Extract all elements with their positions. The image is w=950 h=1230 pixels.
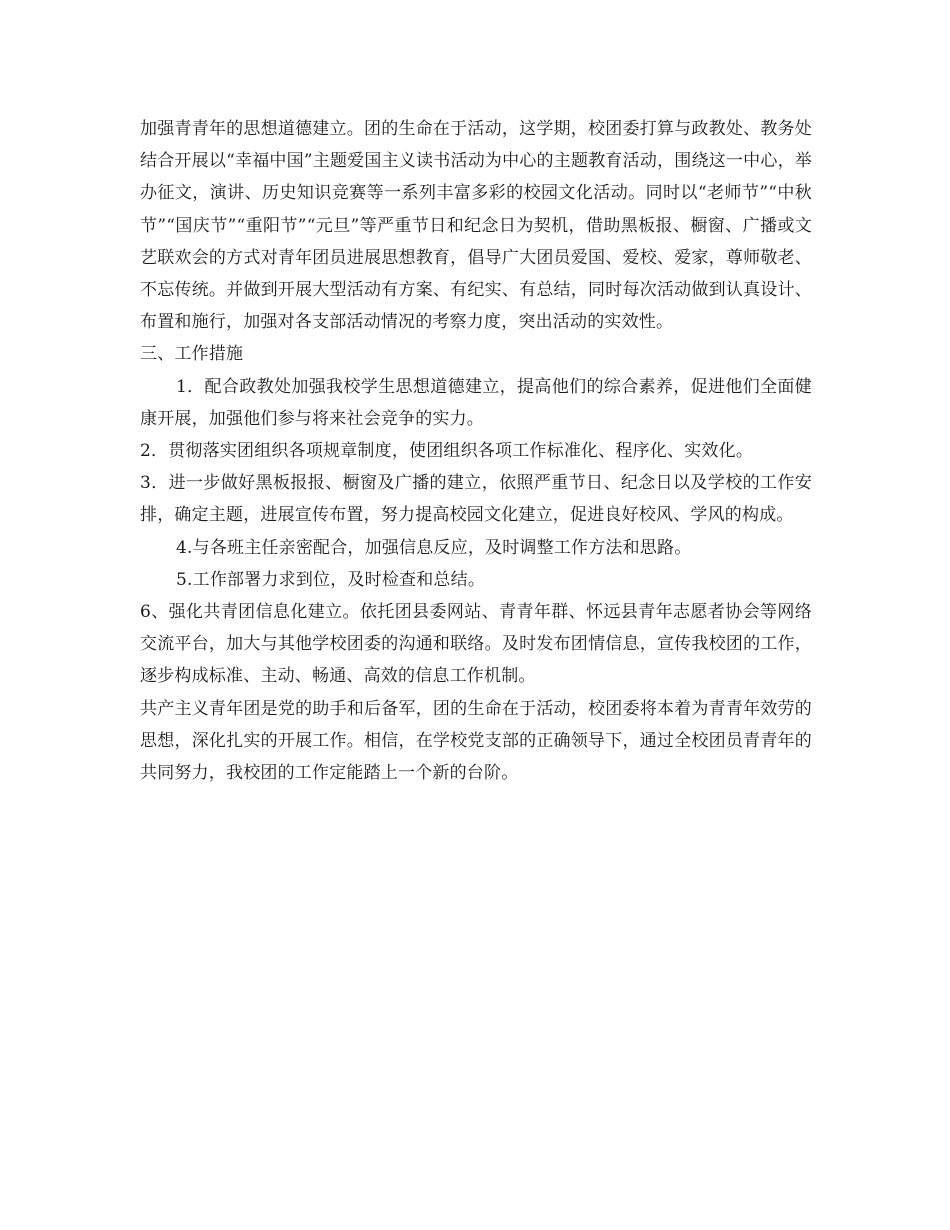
paragraph-activities: 加强青青年的思想道德建立。团的生命在于活动，这学期，校团委打算与政教处、教务处结合开展以“幸福中国”主题爱国主义读书活动为中心的主题教育活动，围绕这一中心，举办征文，演讲、历史知识竞赛等一系列丰富多彩的校园文化活动。同时以“老师节”“中秋节”“国庆节”“重阳节”“元旦”等严重节日和纪念日为契机，借助黑板报、橱窗、广播或文艺联欢会的方式对青年团员进展思想教育，倡导广大团员爱国、爱校、爱家，尊师敬老、不忘传统。并做到开展大型活动有方案、有纪实、有总结，同时每次活动做到认真设计、布置和施行，加强对各支部活动情况的考察力度，突出活动的实效性。 [140,119,812,333]
measure-item-5: 5.工作部署力求到位，及时检查和总结。 [176,569,486,590]
measure-item-4: 4.与各班主任亲密配合，加强信息反应，及时调整工作方法和思路。 [176,537,692,558]
document-body [140,113,812,789]
measure-item-3: 3．进一步做好黑板报报、橱窗及广播的建立，依照严重节日、纪念日以及学校的工作安排，确定主题，进展宣传布置，努力提高校园文化建立，促进良好校风、学风的构成。 [140,473,812,526]
paragraph-conclusion: 共产主义青年团是党的助手和后备军，团的生命在于活动，校团委将本着为青青年效劳的思想，深化扎实的开展工作。相信，在学校党支部的正确领导下，通过全校团员青青年的共同努力，我校团的工作定能踏上一个新的台阶。 [140,698,812,784]
measure-item-6: 6、强化共青团信息化建立。依托团县委网站、青青年群、怀远县青年志愿者协会等网络交流平台，加大与其他学校团委的沟通和联络。及时发布团情信息，宣传我校团的工作，逐步构成标准、主动、畅通、高效的信息工作机制。 [140,602,812,687]
measure-item-1: 1．配合政教处加强我校学生思想道德建立，提高他们的综合素养，促进他们全面健康开展，加强他们参与将来社会竞争的实力。 [140,376,812,429]
section-heading-measures: 三、工作措施 [140,344,244,365]
measure-item-2: 2．贯彻落实团组织各项规章制度，使团组织各项工作标准化、程序化、实效化。 [140,441,754,462]
